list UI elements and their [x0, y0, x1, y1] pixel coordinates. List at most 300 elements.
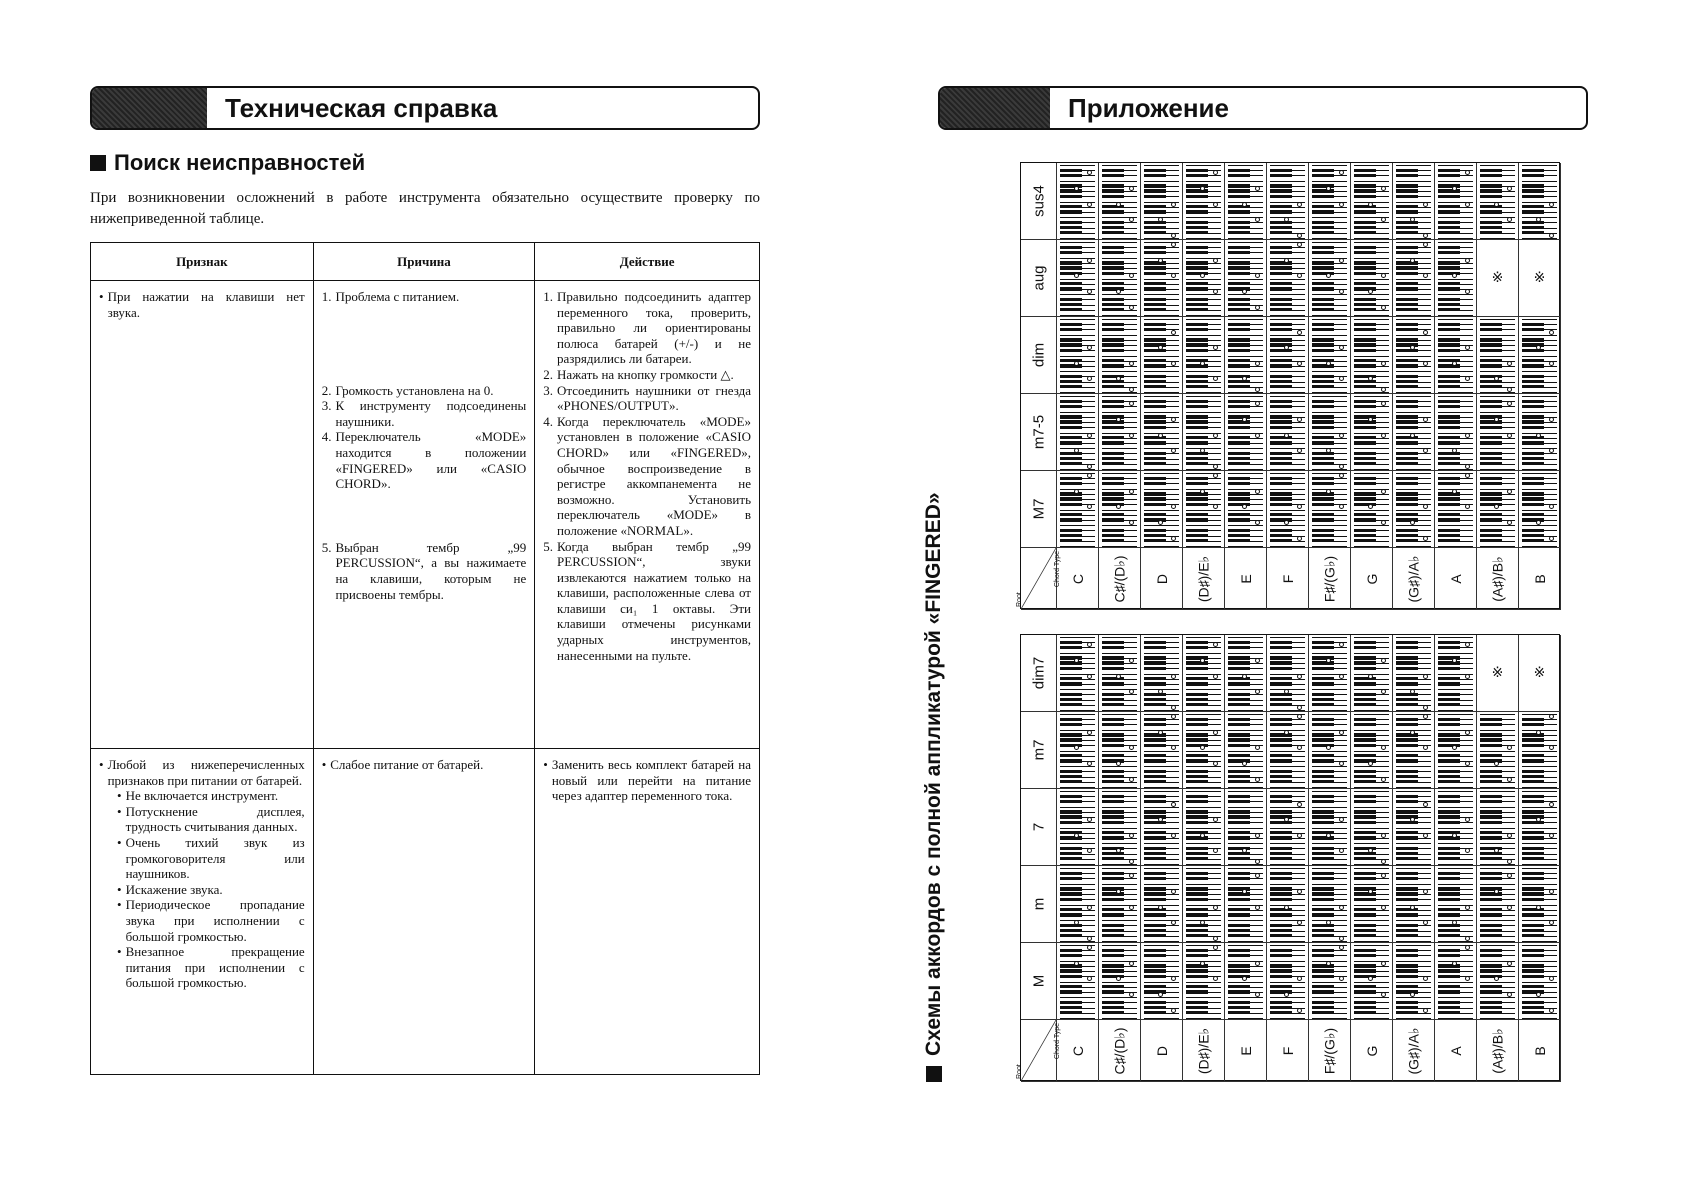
mini-keyboard-icon — [1060, 242, 1095, 314]
chord-type-label — [1021, 317, 1057, 394]
action-item: 5. Когда выбран тембр „99 PERCUSSION“, звуки извлекаются нажатием только на клавиши, расположенные слева от клавиши си₁ 1 октавы. Эти клавиши отмечены рисунками ударных инструментов, нанесенными на пульте. — [543, 538, 751, 663]
chord-type-caption: Chord Type — [1054, 1023, 1061, 1060]
mini-keyboard-icon — [1060, 165, 1095, 237]
mini-keyboard-icon — [1270, 473, 1305, 545]
chord-diagram-cell — [1351, 635, 1393, 712]
chord-diagram-cell — [1099, 394, 1141, 471]
chord-diagram-cell — [1267, 471, 1309, 548]
intro-paragraph: При возникновении осложнений в работе инструмента обязательно осуществите проверку по нижеприведенной таблице. — [90, 190, 760, 227]
chord-diagram-cell — [1225, 394, 1267, 471]
mini-keyboard-icon — [1144, 242, 1179, 314]
page-header-left — [90, 86, 760, 130]
chord-diagram-cell — [1309, 712, 1351, 789]
mini-keyboard-icon — [1228, 791, 1263, 863]
chord-diagram-cell — [1393, 789, 1435, 866]
mini-keyboard-icon — [1186, 868, 1221, 940]
mini-keyboard-icon — [1312, 637, 1347, 709]
chord-type-text: dim7 — [1030, 656, 1047, 690]
chord-diagram-cell — [1351, 866, 1393, 943]
root-note-label — [1141, 548, 1183, 610]
chord-diagram-cell — [1099, 712, 1141, 789]
root-note-label — [1351, 548, 1393, 610]
chord-diagram-cell — [1477, 240, 1519, 317]
chord-diagram-cell — [1393, 712, 1435, 789]
mini-keyboard-icon — [1228, 165, 1263, 237]
chord-diagram-cell — [1057, 943, 1099, 1020]
chord-diagram-cell — [1477, 943, 1519, 1020]
table-header-row — [91, 243, 760, 281]
symptom-cell: • Любой из нижеперечисленных признаков при питании от батарей. • Не включается инструмент. • Потускнение дисплея, трудность считывания данных. • Очень тихий звук из громкоговорителя или наушников. • Искажение звука. • Периодическое пропадание звука при исполнении с большой громкостью. • Внезапное прекращение питания при исполнении с большой громкостью. — [91, 749, 314, 1075]
root-note-text: A — [1447, 1045, 1464, 1056]
chord-diagram-cell — [1477, 317, 1519, 394]
mini-keyboard-icon — [1480, 319, 1515, 391]
mini-keyboard-icon — [1480, 791, 1515, 863]
cause-item: 5. Выбран тембр „99 PERCUSSION“, а вы нажимаете на клавиши, которым не присвоены тембры. — [321, 539, 527, 602]
table-row — [91, 281, 760, 749]
symptom-text: Любой из нижеперечисленных признаков при питании от батарей. — [107, 757, 305, 788]
chord-type-label — [1021, 635, 1057, 712]
action-text: Заменить весь комплект батарей на новый или перейти на питание через адаптер переменного тока. — [551, 757, 751, 804]
mini-keyboard-icon — [1144, 637, 1179, 709]
chord-diagram-cell — [1351, 317, 1393, 394]
chord-diagram-cell — [1141, 394, 1183, 471]
chord-diagram-cell — [1225, 471, 1267, 548]
chord-type-text: sus4 — [1030, 185, 1047, 217]
chord-diagram-cell — [1267, 635, 1309, 712]
action-item: 2. Нажать на кнопку громкости △. — [543, 366, 734, 382]
mini-keyboard-icon — [1396, 473, 1431, 545]
root-note-text: F — [1279, 1046, 1296, 1055]
mini-keyboard-icon — [1228, 945, 1263, 1017]
root-note-label — [1477, 548, 1519, 610]
action-cell — [535, 281, 760, 749]
root-note-label — [1309, 1020, 1351, 1082]
mini-keyboard-icon — [1144, 165, 1179, 237]
mini-keyboard-icon — [1102, 473, 1137, 545]
chord-diagram-cell — [1435, 635, 1477, 712]
mini-keyboard-icon — [1396, 396, 1431, 468]
mini-keyboard-icon — [1522, 791, 1557, 863]
cause-cell: • Слабое питание от батарей. — [313, 749, 535, 1075]
chord-diagram-cell — [1477, 866, 1519, 943]
chord-diagram-cell — [1183, 317, 1225, 394]
root-note-label — [1435, 1020, 1477, 1082]
chord-diagram-cell — [1393, 471, 1435, 548]
cause-cell — [313, 281, 535, 749]
action-item: 4. Когда переключатель «MODE» установлен в положение «CASIO CHORD» или «FINGERED», обычное воспроизведение в регистре аккомпанемента не возможно. Установить переключатель «MODE» в положение «NORMAL». — [543, 413, 751, 538]
chord-diagram-cell — [1099, 943, 1141, 1020]
chord-diagram-cell — [1519, 394, 1561, 471]
chord-type-caption: Chord Type — [1054, 551, 1061, 588]
chord-diagram-cell — [1267, 789, 1309, 866]
chord-diagram-cell — [1267, 317, 1309, 394]
chart-corner-cell — [1016, 1020, 1061, 1082]
chord-diagram-cell — [1057, 471, 1099, 548]
mini-keyboard-icon — [1228, 473, 1263, 545]
root-note-text: C — [1069, 1045, 1086, 1056]
action-cell: • Заменить весь комплект батарей на новый или перейти на питание через адаптер переменного тока. — [535, 749, 760, 1075]
chord-diagram-cell — [1519, 789, 1561, 866]
chord-diagram-cell — [1183, 712, 1225, 789]
mini-keyboard-icon — [1396, 165, 1431, 237]
mini-keyboard-icon — [1060, 945, 1095, 1017]
mini-keyboard-icon — [1438, 396, 1473, 468]
chord-diagram-cell — [1267, 712, 1309, 789]
chord-diagram-cell — [1225, 866, 1267, 943]
root-note-label — [1183, 548, 1225, 610]
header-action: Действие — [535, 243, 760, 281]
chord-diagram-cell — [1393, 317, 1435, 394]
mini-keyboard-icon — [1522, 868, 1557, 940]
mini-keyboard-icon — [1522, 473, 1557, 545]
chord-diagram-cell — [1099, 471, 1141, 548]
chord-diagram-cell — [1435, 317, 1477, 394]
root-note-label — [1393, 1020, 1435, 1082]
corner-diagonal — [1021, 1020, 1056, 1081]
chord-diagram-cell — [1393, 240, 1435, 317]
root-note-label — [1099, 1020, 1141, 1082]
chord-type-text: 7 — [1030, 822, 1047, 832]
header-cause: Причина — [313, 243, 535, 281]
mini-keyboard-icon — [1438, 165, 1473, 237]
header-title: Техническая справка — [225, 92, 498, 123]
root-note-label — [1309, 548, 1351, 610]
mini-keyboard-icon — [1438, 945, 1473, 1017]
mini-keyboard-icon — [1186, 945, 1221, 1017]
chord-diagram-cell — [1099, 163, 1141, 240]
root-note-text: B — [1531, 1045, 1548, 1056]
mini-keyboard-icon — [1228, 637, 1263, 709]
chord-diagram-cell — [1057, 635, 1099, 712]
root-note-text: (G♯)/A♭ — [1405, 1026, 1421, 1075]
mini-keyboard-icon — [1270, 396, 1305, 468]
chord-diagram-cell — [1099, 635, 1141, 712]
chord-diagram-cell — [1393, 394, 1435, 471]
root-note-text: F♯/(G♭) — [1321, 555, 1337, 602]
mini-keyboard-icon — [1354, 396, 1389, 468]
root-note-label — [1267, 548, 1309, 610]
mini-keyboard-icon — [1102, 868, 1137, 940]
root-note-label — [1099, 548, 1141, 610]
chord-diagram-cell — [1435, 163, 1477, 240]
mini-keyboard-icon — [1522, 319, 1557, 391]
chord-diagram-cell — [1183, 163, 1225, 240]
chord-diagram-cell — [1099, 240, 1141, 317]
chord-diagram-cell — [1183, 394, 1225, 471]
chord-diagram-cell — [1057, 712, 1099, 789]
mini-keyboard-icon — [1186, 319, 1221, 391]
mini-keyboard-icon — [1522, 714, 1557, 786]
chord-diagram-cell — [1435, 240, 1477, 317]
root-note-label — [1225, 548, 1267, 610]
root-note-text: D — [1153, 573, 1170, 584]
chord-diagram-cell — [1351, 712, 1393, 789]
chord-diagram-cell — [1309, 943, 1351, 1020]
root-note-text: (G♯)/A♭ — [1405, 554, 1421, 603]
mini-keyboard-icon — [1186, 165, 1221, 237]
mini-keyboard-icon — [1144, 319, 1179, 391]
mini-keyboard-icon — [1060, 473, 1095, 545]
chord-type-label — [1021, 471, 1057, 548]
chord-diagram-cell — [1225, 712, 1267, 789]
chord-type-text: m — [1030, 897, 1047, 911]
chord-diagram-cell — [1225, 163, 1267, 240]
symptom-text: При нажатии на клавиши нет звука. — [107, 289, 305, 320]
header-dark-block — [940, 88, 1050, 128]
chord-diagram-cell — [1183, 866, 1225, 943]
chart-corner-cell — [1016, 548, 1061, 610]
root-note-label — [1267, 1020, 1309, 1082]
not-available-mark: ※ — [1533, 665, 1546, 681]
chord-chart-top — [1016, 162, 1560, 609]
chord-diagram-cell — [1183, 635, 1225, 712]
mini-keyboard-icon — [1354, 319, 1389, 391]
root-note-text: C♯/(D♭) — [1111, 1026, 1127, 1075]
mini-keyboard-icon — [1438, 473, 1473, 545]
chord-diagram-cell — [1141, 317, 1183, 394]
chord-diagram-cell — [1393, 163, 1435, 240]
mini-keyboard-icon — [1270, 868, 1305, 940]
page-header-right — [938, 86, 1588, 130]
action-item: 1. Правильно подсоединить адаптер переменного тока, проверить, правильно ли ориентированы полюса батарей (+/-) и не разрядились ли батареи. — [543, 289, 751, 367]
chord-diagram-cell — [1519, 943, 1561, 1020]
mini-keyboard-icon — [1102, 945, 1137, 1017]
square-bullet-icon — [90, 155, 106, 171]
chord-diagram-cell — [1435, 471, 1477, 548]
mini-keyboard-icon — [1312, 791, 1347, 863]
chord-diagram-cell — [1267, 866, 1309, 943]
mini-keyboard-icon — [1522, 165, 1557, 237]
chord-diagram-cell — [1141, 635, 1183, 712]
mini-keyboard-icon — [1480, 396, 1515, 468]
chord-diagram-cell — [1141, 712, 1183, 789]
mini-keyboard-icon — [1438, 319, 1473, 391]
chord-diagram-cell — [1477, 789, 1519, 866]
mini-keyboard-icon — [1438, 714, 1473, 786]
mini-keyboard-icon — [1102, 791, 1137, 863]
root-note-text: A — [1447, 573, 1464, 584]
mini-keyboard-icon — [1102, 396, 1137, 468]
chord-diagram-cell — [1057, 317, 1099, 394]
mini-keyboard-icon — [1438, 242, 1473, 314]
chord-charts-title — [922, 492, 946, 1082]
mini-keyboard-icon — [1354, 945, 1389, 1017]
mini-keyboard-icon — [1060, 396, 1095, 468]
chord-diagram-cell — [1309, 240, 1351, 317]
chord-diagram-cell — [1141, 163, 1183, 240]
chord-diagram-cell — [1309, 163, 1351, 240]
chord-diagram-cell — [1351, 394, 1393, 471]
mini-keyboard-icon — [1396, 319, 1431, 391]
root-caption: Root — [1016, 592, 1023, 607]
header-dark-block — [92, 88, 207, 128]
mini-keyboard-icon — [1354, 242, 1389, 314]
mini-keyboard-icon — [1396, 714, 1431, 786]
root-note-text: D — [1153, 1045, 1170, 1056]
table-row — [91, 749, 760, 1075]
root-caption: Root — [1016, 1064, 1023, 1079]
mini-keyboard-icon — [1438, 791, 1473, 863]
chord-diagram-cell — [1393, 943, 1435, 1020]
mini-keyboard-icon — [1102, 165, 1137, 237]
mini-keyboard-icon — [1354, 791, 1389, 863]
chord-type-text: M7 — [1030, 498, 1047, 520]
chord-diagram-cell — [1477, 635, 1519, 712]
chord-diagram-cell — [1309, 394, 1351, 471]
root-note-text: C♯/(D♭) — [1111, 554, 1127, 603]
chord-diagram-cell — [1057, 163, 1099, 240]
root-note-text: (A♯)/B♭ — [1489, 1027, 1505, 1074]
mini-keyboard-icon — [1144, 945, 1179, 1017]
troubleshooting-table — [90, 242, 760, 1075]
root-note-text: F♯/(G♭) — [1321, 1027, 1337, 1074]
mini-keyboard-icon — [1228, 868, 1263, 940]
mini-keyboard-icon — [1186, 637, 1221, 709]
chord-diagram-cell — [1435, 943, 1477, 1020]
mini-keyboard-icon — [1480, 473, 1515, 545]
chord-diagram-cell — [1519, 317, 1561, 394]
chord-diagram-cell — [1351, 943, 1393, 1020]
mini-keyboard-icon — [1144, 791, 1179, 863]
mini-keyboard-icon — [1102, 242, 1137, 314]
mini-keyboard-icon — [1522, 396, 1557, 468]
chord-diagram-cell — [1057, 789, 1099, 866]
mini-keyboard-icon — [1102, 714, 1137, 786]
root-note-text: (D♯)/E♭ — [1195, 1027, 1211, 1074]
symptom-sublist — [99, 788, 305, 991]
mini-keyboard-icon — [1060, 319, 1095, 391]
chord-diagram-cell — [1351, 240, 1393, 317]
root-note-text: (D♯)/E♭ — [1195, 555, 1211, 602]
mini-keyboard-icon — [1060, 637, 1095, 709]
not-available-mark: ※ — [1491, 665, 1504, 681]
root-note-label — [1519, 548, 1561, 610]
chord-diagram-cell — [1099, 866, 1141, 943]
chord-diagram-cell — [1309, 789, 1351, 866]
chord-diagram-cell — [1183, 471, 1225, 548]
mini-keyboard-icon — [1312, 714, 1347, 786]
chord-diagram-cell — [1183, 240, 1225, 317]
chord-diagram-cell — [1477, 471, 1519, 548]
mini-keyboard-icon — [1396, 791, 1431, 863]
mini-keyboard-icon — [1186, 714, 1221, 786]
chord-diagram-cell — [1393, 635, 1435, 712]
mini-keyboard-icon — [1312, 319, 1347, 391]
corner-diagonal — [1021, 548, 1056, 609]
chord-type-text: M — [1030, 974, 1047, 988]
mini-keyboard-icon — [1312, 473, 1347, 545]
mini-keyboard-icon — [1396, 242, 1431, 314]
root-note-label — [1057, 548, 1099, 610]
root-note-text: C — [1069, 573, 1086, 584]
mini-keyboard-icon — [1144, 714, 1179, 786]
cause-item: 3. К инструменту подсоединены наушники. — [321, 398, 527, 429]
chord-type-label — [1021, 789, 1057, 866]
chord-diagram-cell — [1267, 240, 1309, 317]
mini-keyboard-icon — [1270, 637, 1305, 709]
mini-keyboard-icon — [1438, 637, 1473, 709]
chord-diagram-cell — [1393, 866, 1435, 943]
mini-keyboard-icon — [1144, 473, 1179, 545]
chord-diagram-cell — [1141, 943, 1183, 1020]
mini-keyboard-icon — [1354, 637, 1389, 709]
chord-diagram-cell — [1519, 635, 1561, 712]
chord-diagram-cell — [1099, 317, 1141, 394]
mini-keyboard-icon — [1480, 868, 1515, 940]
mini-keyboard-icon — [1270, 319, 1305, 391]
chord-type-label — [1021, 712, 1057, 789]
mini-keyboard-icon — [1354, 473, 1389, 545]
header-symptom: Признак — [91, 243, 314, 281]
chord-diagram-cell — [1267, 163, 1309, 240]
root-note-label — [1435, 548, 1477, 610]
mini-keyboard-icon — [1312, 868, 1347, 940]
chord-diagram-cell — [1225, 635, 1267, 712]
chord-diagram-cell — [1519, 471, 1561, 548]
section-title — [90, 150, 365, 176]
mini-keyboard-icon — [1354, 165, 1389, 237]
root-note-text: E — [1237, 573, 1254, 584]
list-item: • Искажение звука. — [117, 881, 223, 897]
mini-keyboard-icon — [1396, 637, 1431, 709]
mini-keyboard-icon — [1312, 945, 1347, 1017]
chord-type-label — [1021, 943, 1057, 1020]
chord-type-text: m7 — [1030, 739, 1047, 761]
chord-charts-title-text: Схемы аккордов с полной аппликатурой «FINGERED» — [922, 492, 945, 1056]
chord-type-label — [1021, 163, 1057, 240]
chord-diagram-cell — [1477, 712, 1519, 789]
chord-type-label — [1021, 394, 1057, 471]
symptom-cell: • При нажатии на клавиши нет звука. — [91, 281, 314, 749]
mini-keyboard-icon — [1228, 319, 1263, 391]
mini-keyboard-icon — [1354, 868, 1389, 940]
chord-diagram-cell — [1309, 866, 1351, 943]
root-note-text: E — [1237, 1045, 1254, 1056]
list-item: • Потускнение дисплея, трудность считывания данных. — [117, 803, 305, 835]
chord-diagram-cell — [1435, 789, 1477, 866]
mini-keyboard-icon — [1480, 165, 1515, 237]
chord-type-text: m7-5 — [1030, 414, 1047, 450]
chord-diagram-cell — [1351, 789, 1393, 866]
root-note-label — [1393, 548, 1435, 610]
chord-diagram-cell — [1225, 317, 1267, 394]
root-note-label — [1519, 1020, 1561, 1082]
root-note-label — [1141, 1020, 1183, 1082]
chord-type-label — [1021, 240, 1057, 317]
chord-diagram-cell — [1309, 635, 1351, 712]
mini-keyboard-icon — [1102, 319, 1137, 391]
mini-keyboard-icon — [1522, 945, 1557, 1017]
chord-diagram-cell — [1225, 240, 1267, 317]
chord-diagram-cell — [1267, 394, 1309, 471]
cause-item: 1. Проблема с питанием. — [321, 289, 460, 304]
root-note-label — [1477, 1020, 1519, 1082]
action-item: 3. Отсоединить наушники от гнезда «PHONES/OUTPUT». — [543, 382, 751, 414]
chord-diagram-cell — [1057, 394, 1099, 471]
cause-item: 4. Переключатель «MODE» находится в положении «FINGERED» или «CASIO CHORD». — [321, 429, 527, 492]
list-item: • Периодическое пропадание звука при исполнении с большой громкостью. — [117, 897, 305, 944]
not-available-mark: ※ — [1491, 270, 1504, 286]
cause-item: 2. Громкость установлена на 0. — [321, 382, 494, 398]
not-available-mark: ※ — [1533, 270, 1546, 286]
mini-keyboard-icon — [1144, 868, 1179, 940]
header-title: Приложение — [1068, 92, 1229, 123]
mini-keyboard-icon — [1144, 396, 1179, 468]
mini-keyboard-icon — [1186, 473, 1221, 545]
chord-diagram-cell — [1309, 317, 1351, 394]
mini-keyboard-icon — [1186, 791, 1221, 863]
chord-diagram-cell — [1519, 712, 1561, 789]
